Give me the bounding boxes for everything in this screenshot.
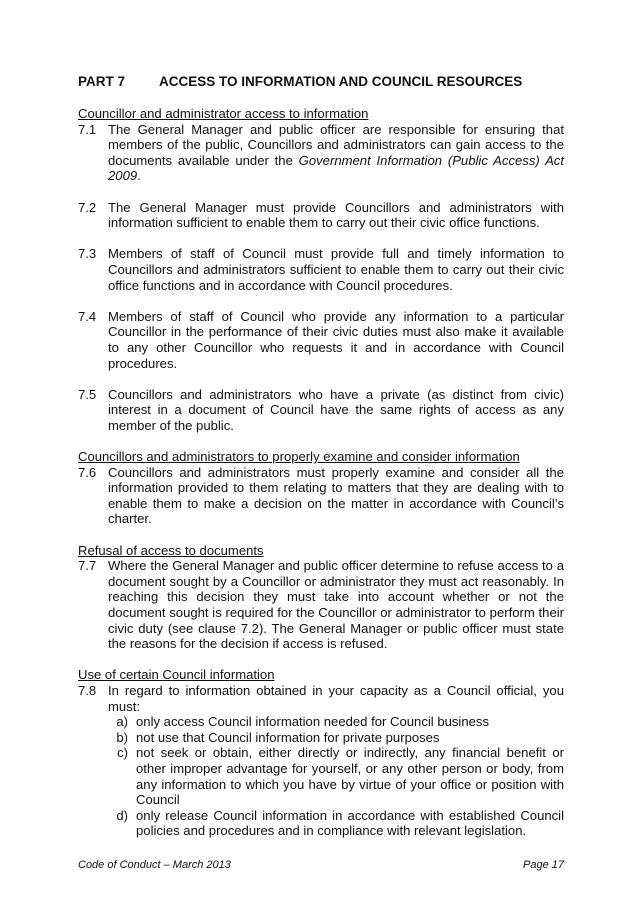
clause-7-8 <box>78 683 564 714</box>
clause-7-7 <box>78 558 564 652</box>
clause-text: Councillors and administrators must properly examine and consider all the information provided to them relating to matters that they are dealing with to enable them to make a decision on the matter in accordance with Council’s charter. <box>108 464 564 527</box>
list-item-letter: d) <box>116 807 128 823</box>
page-number: Page 17 <box>523 859 564 871</box>
part-title: ACCESS TO INFORMATION AND COUNCIL RESOURCES <box>159 74 523 89</box>
clause-text: Members of staff of Council must provide full and timely information to Councillors and administrators sufficient to enable them to carry out their civic office functions and in accordance with Council procedures. <box>108 246 564 293</box>
clause-7-3 <box>78 246 564 293</box>
clause-7-1 <box>78 122 564 184</box>
clause-7-4 <box>78 309 564 371</box>
clause-number: 7.5 <box>78 386 97 402</box>
act-title: Government Information (Public Access) Act 2009 <box>108 152 564 184</box>
clause-7-2 <box>78 200 564 231</box>
clause-7-5 <box>78 387 564 434</box>
part-heading <box>78 74 578 90</box>
clause-number: 7.8 <box>78 682 97 698</box>
page-footer <box>78 858 564 874</box>
list-item <box>113 808 564 839</box>
list-item <box>113 730 564 746</box>
clause-number: 7.4 <box>78 308 97 324</box>
list-item <box>113 745 564 807</box>
document-body <box>78 106 564 839</box>
clause-text: Members of staff of Council who provide any information to a particular Councillor in the performance of their civic duties must also make it available to any other Councillor who requests it and in accordance with Council procedures. <box>108 308 564 371</box>
clause-text: In regard to information obtained in your capacity as a Council official, you must: <box>108 682 564 714</box>
list-item-text: only access Council information needed for Council business <box>136 714 489 730</box>
clause-number: 7.7 <box>78 558 97 574</box>
list-item-text: not seek or obtain, either directly or indirectly, any financial benefit or other improper advantage for yourself, or any other person or body, from any information to which you have by virtue of your office or position with Council <box>136 745 564 808</box>
clause-text-part: The General Manager and public officer are responsible for ensuring that members of the public, Councillors and administrators can gain access to the documents available under the <box>108 121 564 168</box>
clause-text-part: . <box>137 168 141 184</box>
clause-number: 7.2 <box>78 199 97 215</box>
list-item-text: only release Council information in accordance with established Council policies and procedures and in compliance with relevant legislation. <box>136 807 564 839</box>
list-item-letter: c) <box>117 745 128 761</box>
section-title: Councillors and administrators to properly examine and consider information <box>78 449 520 465</box>
section-title: Councillor and administrator access to information <box>78 106 369 121</box>
list-item-letter: b) <box>116 729 128 745</box>
sub-item-list <box>78 714 564 839</box>
clause-number: 7.6 <box>78 464 97 480</box>
clause-number: 7.1 <box>78 121 97 137</box>
clause-text: Where the General Manager and public officer determine to refuse access to a document sought by a Councillor or administrator they must act reasonably. In reaching this decision they must take into account whether or not the document sought is required for the Councillor or administrator to perform their civic duty (see clause 7.2). The General Manager or public officer must state the reasons for the decision if access is refused. <box>108 558 564 652</box>
clause-7-6 <box>78 465 564 527</box>
list-item <box>113 714 564 730</box>
section-title: Refusal of access to documents <box>78 542 264 558</box>
footer-document-title: Code of Conduct – March 2013 <box>78 859 231 871</box>
section-title: Use of certain Council information <box>78 667 275 683</box>
clause-number: 7.3 <box>78 246 97 262</box>
clause-text: Councillors and administrators who have a private (as distinct from civic) interest in a document of Council have the same rights of access as any member of the public. <box>108 386 564 433</box>
clause-text <box>108 122 564 184</box>
list-item-text: not use that Council information for private purposes <box>136 729 440 745</box>
list-item-letter: a) <box>116 714 128 730</box>
part-number: PART 7 <box>78 74 126 89</box>
clause-text: The General Manager must provide Councillors and administrators with information sufficient to enable them to carry out their civic office functions. <box>108 199 564 231</box>
